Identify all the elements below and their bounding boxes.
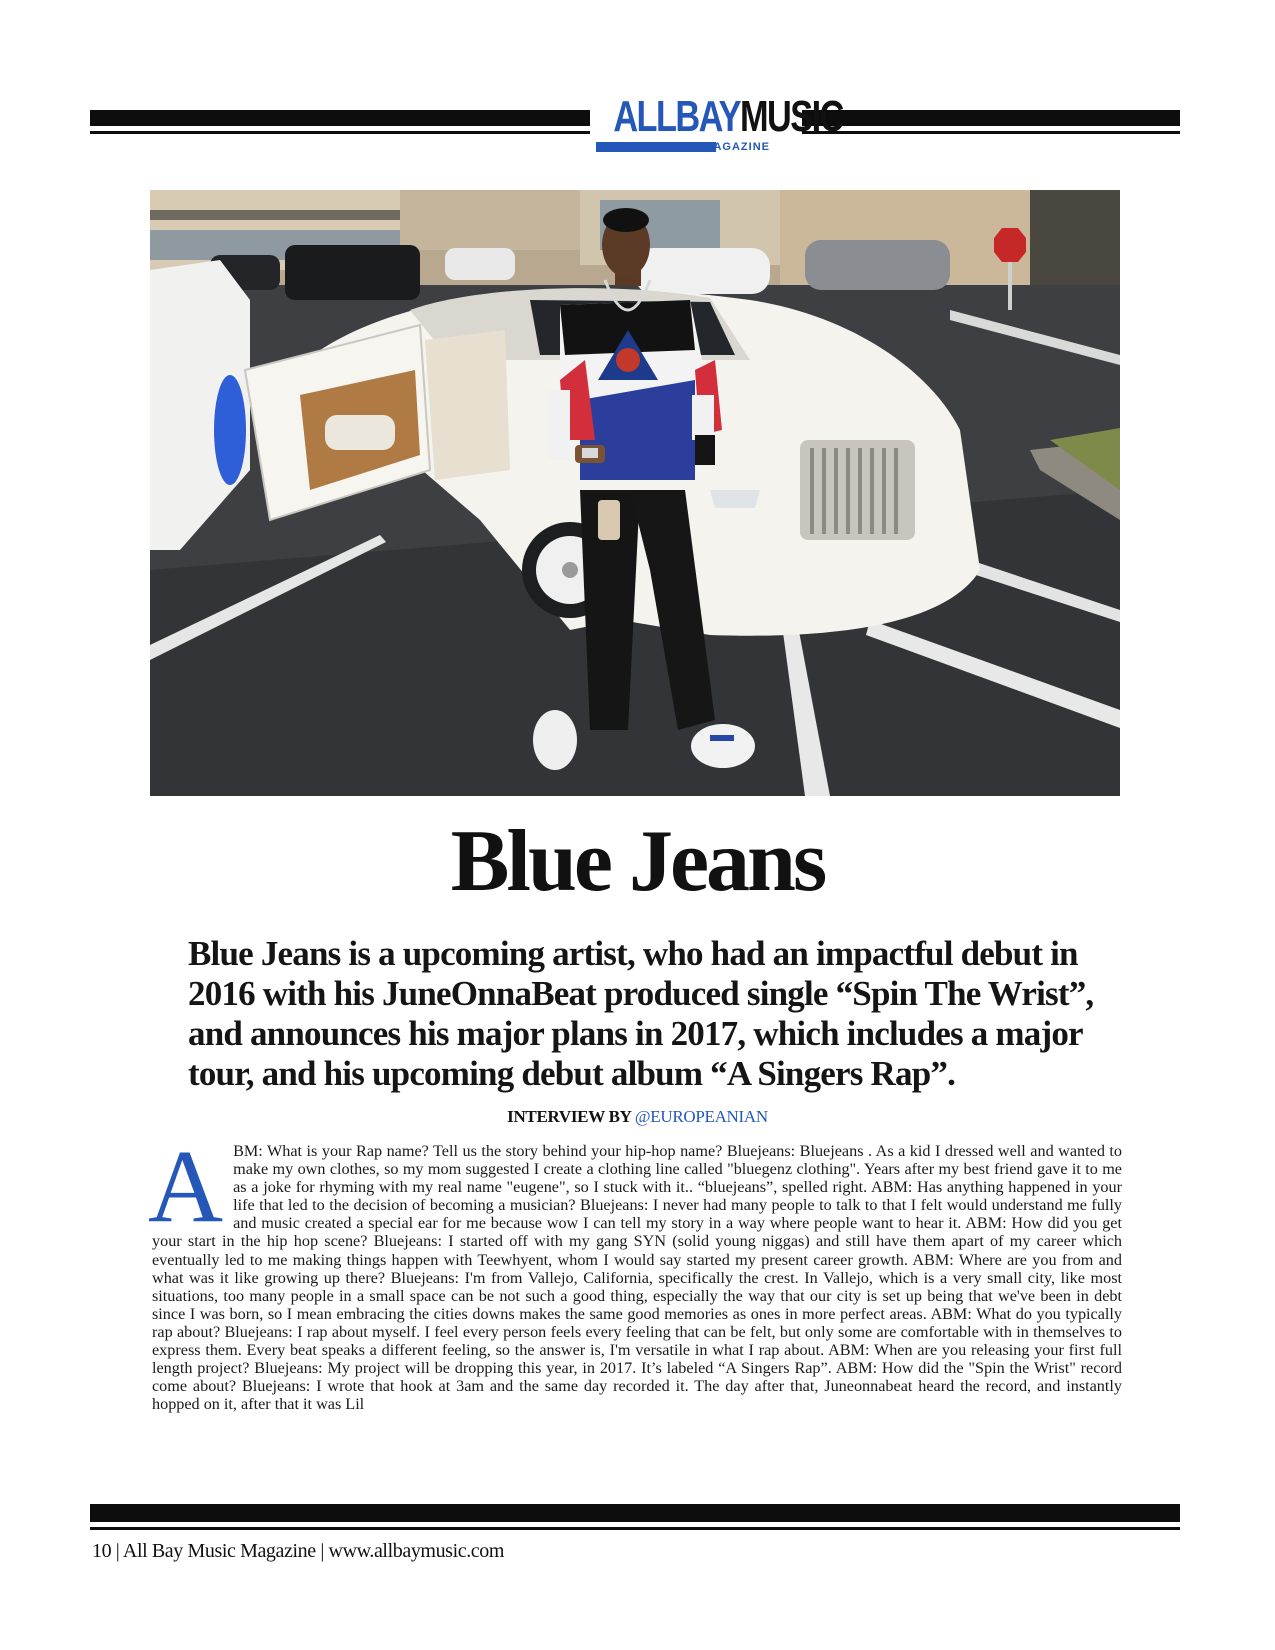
feature-photo	[150, 190, 1120, 796]
footer-rule-thin	[90, 1527, 1180, 1530]
byline-prefix: INTERVIEW BY	[507, 1107, 631, 1126]
logo-allbay: ALLBAY	[613, 92, 740, 141]
article-deck: Blue Jeans is a upcoming artist, who had an impactful debut in 2016 with his JuneOnnaBeat produced single “Spin The Wrist”, and announces his major plans in 2017, which includes a major tour, and his upcoming debut album “A Singers Rap”.	[188, 934, 1094, 1093]
masthead	[90, 92, 1180, 160]
logo-wordmark	[613, 92, 843, 141]
article-title: Blue Jeans	[450, 813, 825, 910]
magazine-logo[interactable]	[590, 92, 843, 156]
byline-handle-link[interactable]: @EUROPEANIAN	[634, 1107, 768, 1126]
logo-underline-bar	[596, 142, 716, 152]
parking-lot-photo-illustration	[150, 190, 1120, 796]
page-footer: 10 | All Bay Music Magazine | www.allbaymusic.com	[92, 1540, 505, 1562]
logo-music: MUSIC	[739, 92, 843, 141]
article-body-text: BM: What is your Rap name? Tell us the story behind your hip-hop name? Bluejeans: Bluejeans . As a kid I dressed well and wanted to make my own clothes, so my mom suggested I create a clothing line called "bluegenz clothing". Years after my best friend gave it to me as a joke for rhyming with my real name "eugene", so I stuck with it.. “bluejeans”, spelled right. ABM: Has anything happened in your life that led to the decision of becoming a musician? Bluejeans: I never had many people to talk to that I felt would understand me fully and music created a special ear for me because wow I can tell my story in a way where people want to hear it. ABM: How did you get your start in the hip hop scene? Bluejeans: I started off with my gang SYN (solid young niggas) and still have them apart of my career which eventually led to me making things happen with Teewhyent, whom I would say started my present career growth. ABM: Where are you from and what was it like growing up there? Bluejeans: I'm from Vallejo, California, specifically the crest. In Vallejo, which is a very small city, like most situations, too many people in a small space can be not such a good thing, especially the way that our city is set up being that we've been in debt since I was born, so I mean embracing the cities downs makes the same good memories as ones in more perfect areas. ABM: What do you typically rap about? Bluejeans: I rap about myself. I feel every person feels every feeling that can be felt, but only some are comfortable with in themselves to express them. Every beat speaks a different feeling, so the answer is, I'm versatile in what I rap about. ABM: When are you releasing your first full length project? Bluejeans: My project will be dropping this year, in 2017. It’s labeled “A Singers Rap”. ABM: How did the "Spin the Wrist" record come about? Bluejeans: I wrote that hook at 3am and the same day recorded it. The day after that, Juneonnabeat heard the record, and instantly hopped on it, after that it was Lil	[152, 1142, 1122, 1414]
logo-tagline: MAGAZINE	[703, 141, 770, 153]
article-body	[148, 1129, 1122, 1414]
drop-cap: A	[148, 1129, 224, 1244]
byline	[0, 1107, 1275, 1127]
footer-rule-thick	[90, 1504, 1180, 1522]
